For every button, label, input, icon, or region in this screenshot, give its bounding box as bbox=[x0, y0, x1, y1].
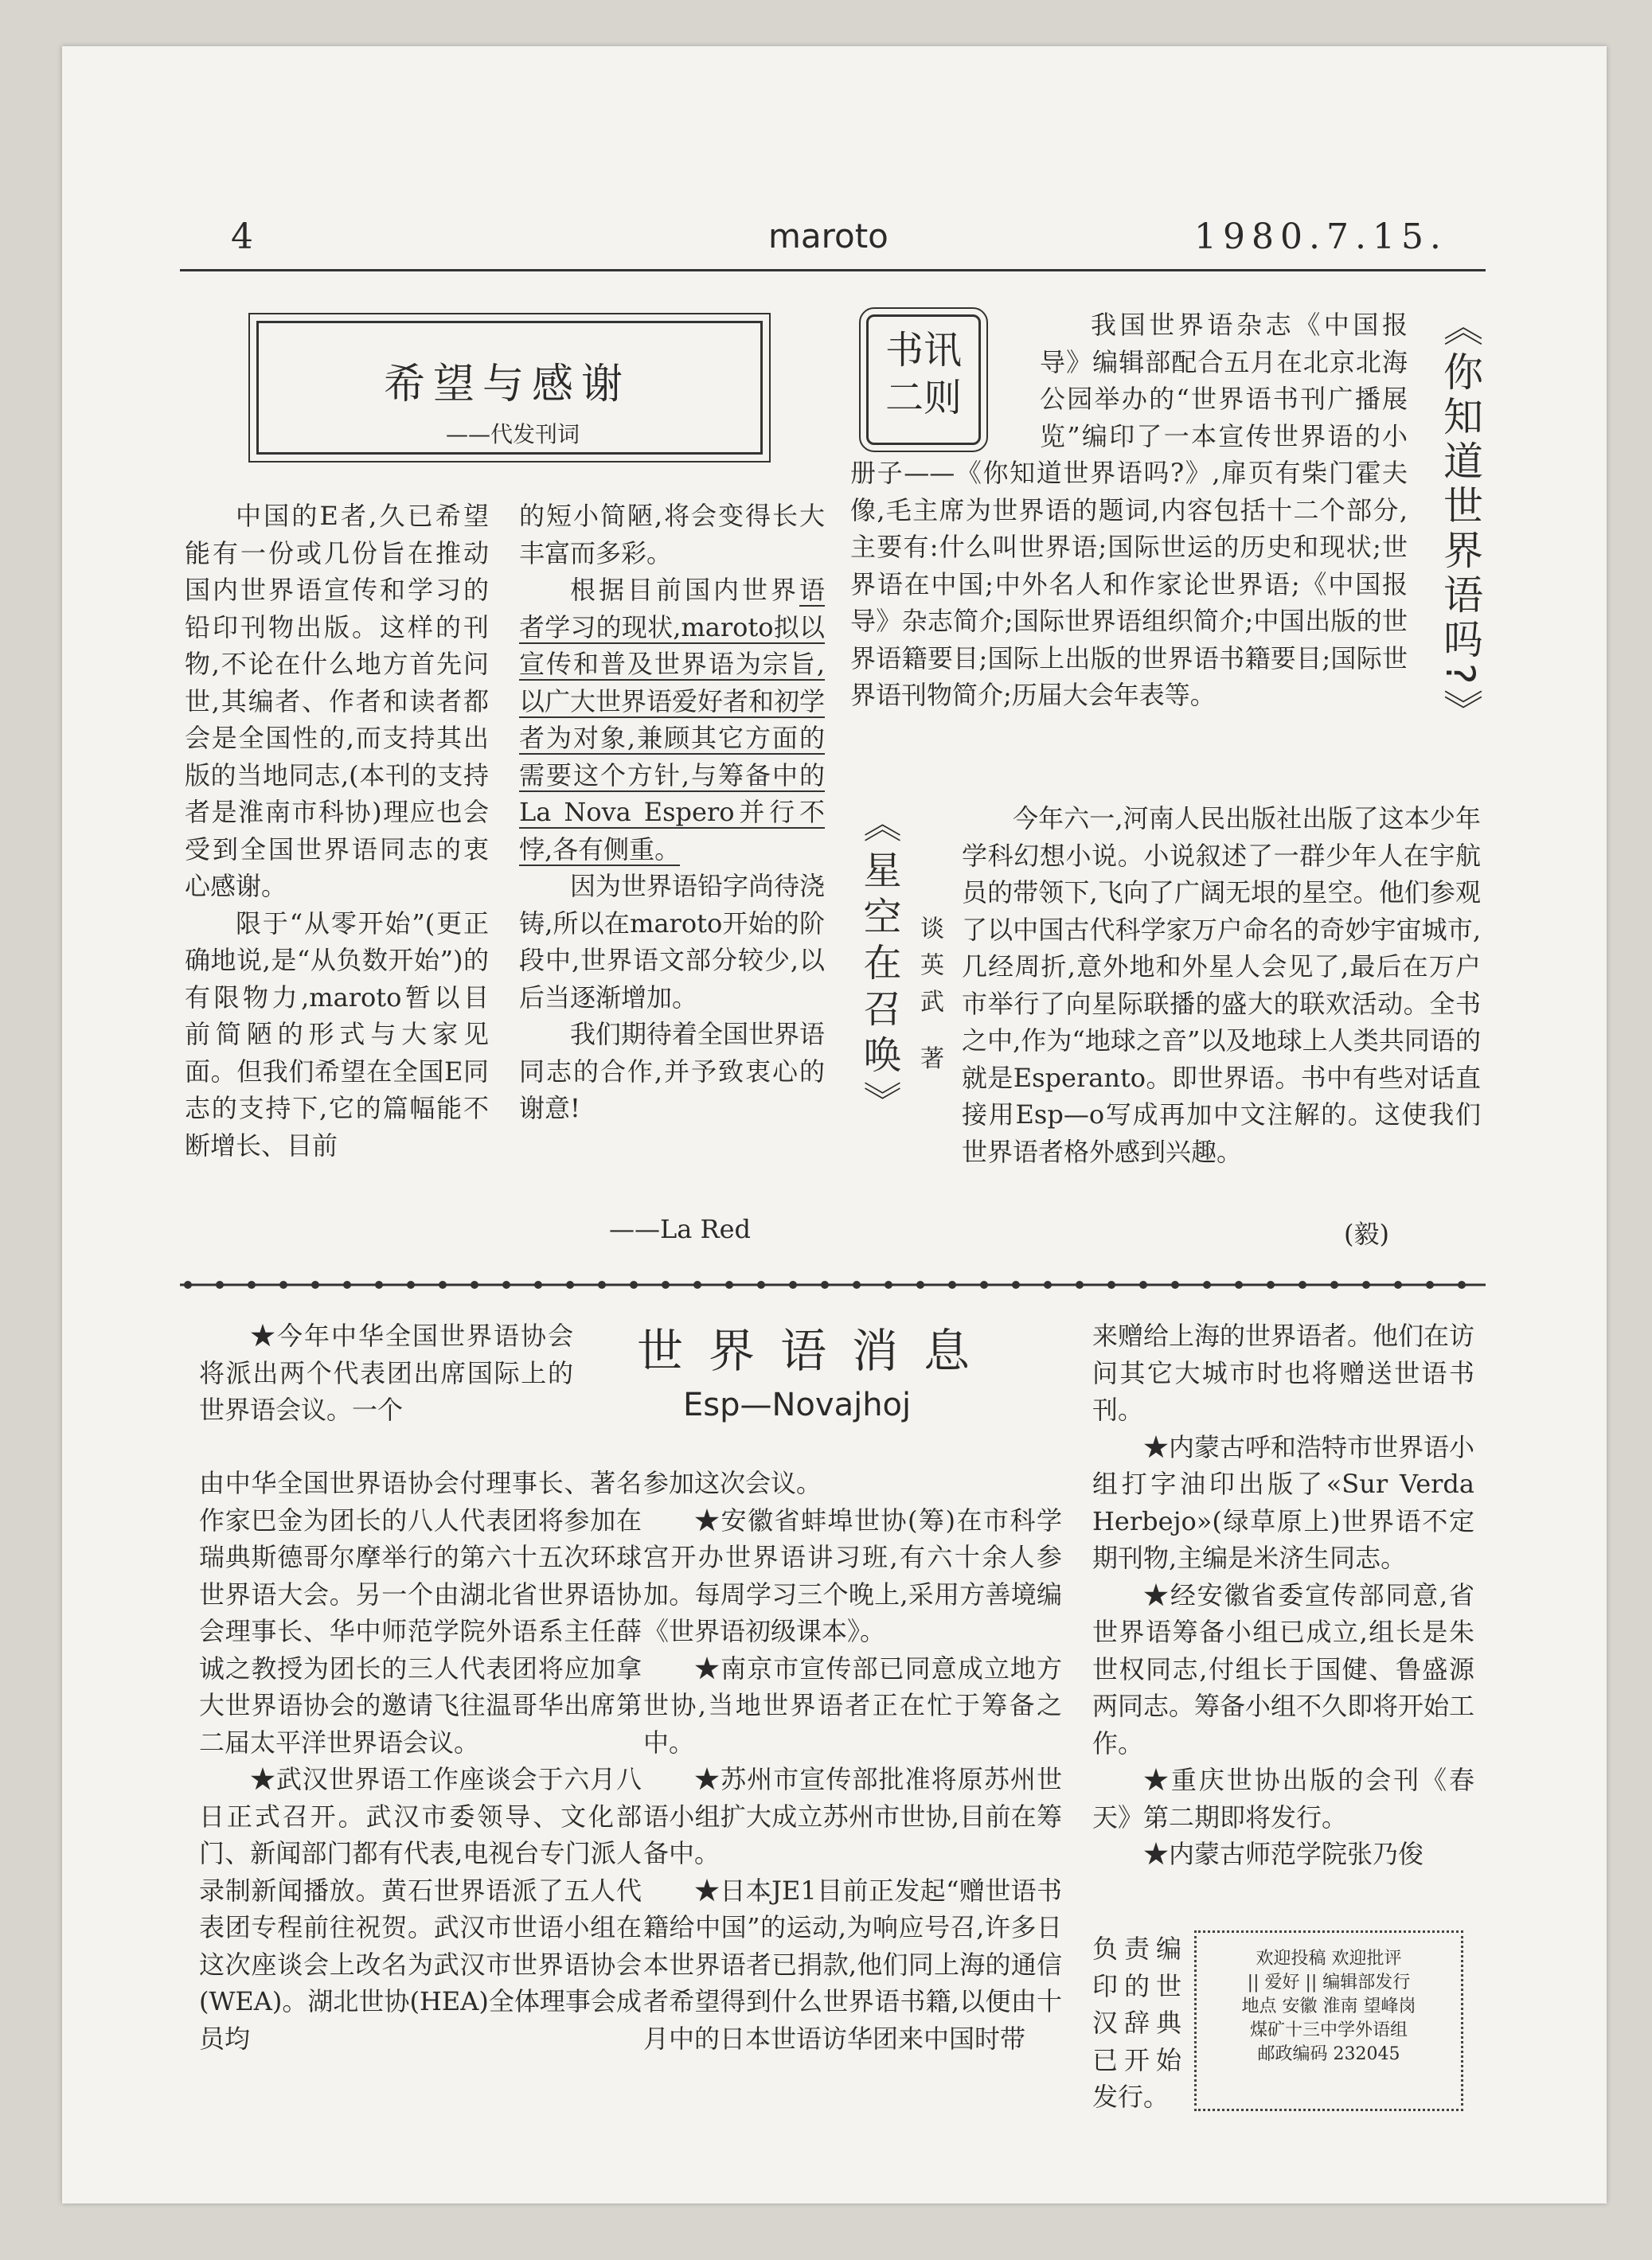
editorial-column-2 bbox=[519, 498, 825, 1127]
divider-dot bbox=[980, 1281, 988, 1289]
news-item: ★经安徽省委宣传部同意,省世界语筹备小组已成立,组长是朱世权同志,付组长于国健、鲁盛源两同志。筹备小组不久即将开始工作。 bbox=[1092, 1579, 1475, 1758]
news-column-3-tail bbox=[1092, 1930, 1181, 2116]
editorial-underlined-text: 语者学习的现状,maroto拟以宣传和普及世界语为宗旨,以广大世界语爱好者和初学者为对象,兼顾其它方面的需要这个方针,与筹备中的La Nova Espero并行不悖,各有侧重。 bbox=[519, 575, 826, 865]
stamp-line: 欢迎投稿 欢迎批评 bbox=[1256, 1949, 1402, 1969]
divider-dot bbox=[598, 1281, 606, 1289]
news-column-1-top bbox=[199, 1317, 573, 1429]
divider-dot bbox=[1203, 1281, 1211, 1289]
news-column-1 bbox=[199, 1465, 642, 2057]
divider-dot bbox=[1235, 1281, 1243, 1289]
news-item: 由中华全国世界语协会付理事长、著名作家巴金为团长的八人代表团将参加在瑞典斯德哥尔摩举行的第六十五次环球世界语大会。另一个由湖北省世界语协会理事长、华中师范学院外语系主任薛诚之教授为团长的三人代表团将应加拿大世界语协会的邀请飞往温哥华出席第二届太平洋世界语会议。 bbox=[199, 1468, 642, 1758]
divider-dot bbox=[343, 1281, 351, 1289]
divider-dot bbox=[1426, 1281, 1434, 1289]
divider-dot bbox=[1458, 1281, 1466, 1289]
divider-dot bbox=[1139, 1281, 1147, 1289]
divider-dot bbox=[821, 1281, 829, 1289]
editorial-signature: ——La Red bbox=[609, 1214, 752, 1244]
divider-dot bbox=[439, 1281, 447, 1289]
editorial-paragraph: 因为世界语铅字尚待浇铸,所以在maroto开始的阶段中,世界语文部分较少,以后当逐渐增加。 bbox=[519, 871, 826, 1013]
news-title: 世界语消息 bbox=[637, 1324, 996, 1378]
news-item: ★安徽省蚌埠世协(筹)在市科学宫开办世界语讲习班,有六十余人参加。每周学习三个晚上,采用方善境编《世界语初级课本》。 bbox=[643, 1505, 1062, 1646]
news-item: ★内蒙古师范学院张乃俊 bbox=[1143, 1839, 1424, 1869]
divider-dot bbox=[1171, 1281, 1179, 1289]
news-item: ★今年中华全国世界语协会将派出两个代表团出席国际上的世界语会议。一个 bbox=[199, 1321, 573, 1425]
divider-dot bbox=[566, 1281, 574, 1289]
stamp-line: || 爱好 || 编辑部发行 bbox=[1247, 1973, 1411, 1993]
stamp-line: 地点 安徽 淮南 望峰岗 bbox=[1241, 1997, 1416, 2016]
divider-dot bbox=[1394, 1281, 1402, 1289]
book-news-label-line1: 书讯 bbox=[885, 328, 962, 373]
divider-dot bbox=[375, 1281, 383, 1289]
news-column-3 bbox=[1092, 1317, 1474, 1873]
divider-dot bbox=[725, 1281, 733, 1289]
news-item: ★重庆世协出版的会刊《春天》第二期即将发行。 bbox=[1092, 1765, 1474, 1833]
issue-date: 1980.7.15. bbox=[1194, 217, 1447, 257]
divider-dot bbox=[853, 1281, 861, 1289]
divider-dot bbox=[662, 1281, 670, 1289]
editorial-paragraph: 限于“从零开始”(更正确地说,是“从负数开始”)的有限物力,maroto暂以目前简陋的形式与大家见面。但我们希望在全国E同志的支持下,它的篇幅能不断增长、目前 bbox=[185, 908, 489, 1161]
editorial-office-stamp bbox=[1194, 1930, 1463, 2111]
news-subtitle: Esp—Novajhoj bbox=[683, 1387, 912, 1423]
book2-paragraph: 今年六一,河南人民出版社出版了这本少年学科幻想小说。小说叙述了一群少年人在宇航员的带领下,飞向了广阔无垠的星空。他们参观了以中国古代科学家万户命名的奇妙宇宙城市,几经周折,意外地和外星人会见了,最后在万户市举行了向星际联播的盛大的联欢活动。全书之中,作为“地球之音”以及地球上人类共同语的就是Esperanto。即世界语。书中有些对话直接用Esp—o写成再加中文注解的。这使我们世界语者格外感到兴趣。 bbox=[962, 803, 1481, 1167]
divider-dot bbox=[948, 1281, 956, 1289]
book1-paragraph: 我国世界语杂志《中国报导》编辑部配合五月在北京北海公园举办的“世界语书刊广播展览”编印了一本宣传世界语的小册子——《你知道世界语吗?》,扉页有柴门霍夫像,毛主席为世界语的题词,内容包括十二个部分,主要有:什么叫世界语;国际世运的历史和现状;世界语在中国;中外名人和作家论世界语;《中国报导》杂志简介;国际世界语组织简介;中国出版的世界语籍要目;国际上出版的世界语书籍要目;国际世界语刊物简介;历届大会年表等。 bbox=[850, 310, 1408, 710]
divider-dot bbox=[885, 1281, 892, 1289]
book1-text bbox=[850, 306, 1408, 714]
divider-dot bbox=[630, 1281, 638, 1289]
divider-dot bbox=[471, 1281, 478, 1289]
editorial-lead: 根据目前国内世界 bbox=[570, 575, 799, 605]
stamp-line: 邮政编码 232045 bbox=[1257, 2044, 1400, 2064]
editorial-paragraph bbox=[519, 572, 825, 868]
divider-dot bbox=[789, 1281, 797, 1289]
news-item: 负责编印的世汉辞典已开始发行。 bbox=[1092, 1934, 1181, 2112]
editorial-paragraph: 的短小简陋,将会变得长大丰富而多彩。 bbox=[519, 501, 825, 568]
divider-dot bbox=[916, 1281, 924, 1289]
divider-dot bbox=[757, 1281, 765, 1289]
header-rule bbox=[180, 269, 1486, 271]
divider-dot bbox=[407, 1281, 415, 1289]
news-item: ★苏州市宣传部批准将原苏州世语小组扩大成立苏州市世协,目前在筹备中。 bbox=[643, 1764, 1062, 1868]
masthead-title: maroto bbox=[768, 217, 888, 256]
editorial-title: 希望与感谢 bbox=[383, 361, 631, 408]
divider-dot bbox=[1299, 1281, 1306, 1289]
divider-dot bbox=[693, 1281, 701, 1289]
news-item: ★内蒙古呼和浩特市世界语小组打字油印出版了«Sur Verda Herbejo»(绿草原上)世界语不定期刊物,主编是米济生同志。 bbox=[1092, 1431, 1475, 1573]
page-number: 4 bbox=[231, 217, 253, 257]
divider-dot bbox=[216, 1281, 224, 1289]
divider-dot bbox=[279, 1281, 287, 1289]
divider-dot bbox=[1107, 1281, 1115, 1289]
book2-text bbox=[962, 800, 1481, 1170]
divider-dot bbox=[1362, 1281, 1370, 1289]
divider-dot bbox=[502, 1281, 510, 1289]
section-divider bbox=[180, 1278, 1486, 1292]
book2-author: 谈英武 著 bbox=[916, 915, 943, 1083]
news-column-2 bbox=[643, 1465, 1062, 2057]
book1-float-spacer bbox=[850, 306, 1040, 455]
book2-signature: (毅) bbox=[1344, 1219, 1389, 1249]
divider-dot bbox=[534, 1281, 542, 1289]
book2-title: 《星空在召唤》 bbox=[857, 804, 901, 1127]
book-news-label-line2: 二则 bbox=[885, 376, 962, 420]
news-item: 参加这次会议。 bbox=[643, 1468, 822, 1498]
divider-dot bbox=[248, 1281, 256, 1289]
divider-dot bbox=[1076, 1281, 1084, 1289]
news-item: ★武汉世界语工作座谈会于六月八日正式召开。武汉市委领导、文化部门、新闻部门都有代表,电视台专门派人录制新闻播放。黄石世界语派了五人代表团专程前往祝贺。武汉市世语小组在这次座谈会上改名为武汉市世界语协会(WEA)。湖北世协(HEA)全体理事会成员均 bbox=[199, 1764, 642, 2054]
editorial-column-1 bbox=[185, 498, 489, 1164]
news-item: ★日本JE1目前正发起“赠世语书籍给中国”的运动,为响应号召,许多日本世界语者已捐款,他们同上海的通信者希望得到什么世界语书籍,以便由十月中的日本世语访华团来中国时带 bbox=[643, 1875, 1062, 2054]
editorial-paragraph: 我们期待着全国世界语同志的合作,并予致衷心的谢意! bbox=[519, 1019, 826, 1123]
divider-dot bbox=[1044, 1281, 1052, 1289]
divider-dot bbox=[184, 1281, 192, 1289]
news-item: ★南京市宣传部已同意成立地方世协,当地世界语者正在忙于筹备之中。 bbox=[643, 1653, 1062, 1758]
divider-dot bbox=[311, 1281, 319, 1289]
editorial-paragraph: 中国的E者,久已希望能有一份或几份旨在推动国内世界语宣传和学习的铅印刊物出版。这样的刊物,不论在什么地方首先问世,其编者、作者和读者都会是全国性的,而支持其出版的当地同志,(本刊的支持者是淮南市科协)理应也会受到全国世界语同志的衷心感谢。 bbox=[185, 501, 489, 901]
editorial-subtitle: ——代发刊词 bbox=[446, 421, 580, 447]
book1-title: 《你知道世界语吗?》 bbox=[1437, 306, 1483, 734]
divider-dot bbox=[1267, 1281, 1275, 1289]
stamp-line: 煤矿十三中学外语组 bbox=[1249, 2020, 1408, 2040]
divider-dot bbox=[1012, 1281, 1020, 1289]
news-item: 来赠给上海的世界语者。他们在访问其它大城市时也将赠送世语书刊。 bbox=[1092, 1321, 1475, 1425]
divider-dot bbox=[1330, 1281, 1338, 1289]
